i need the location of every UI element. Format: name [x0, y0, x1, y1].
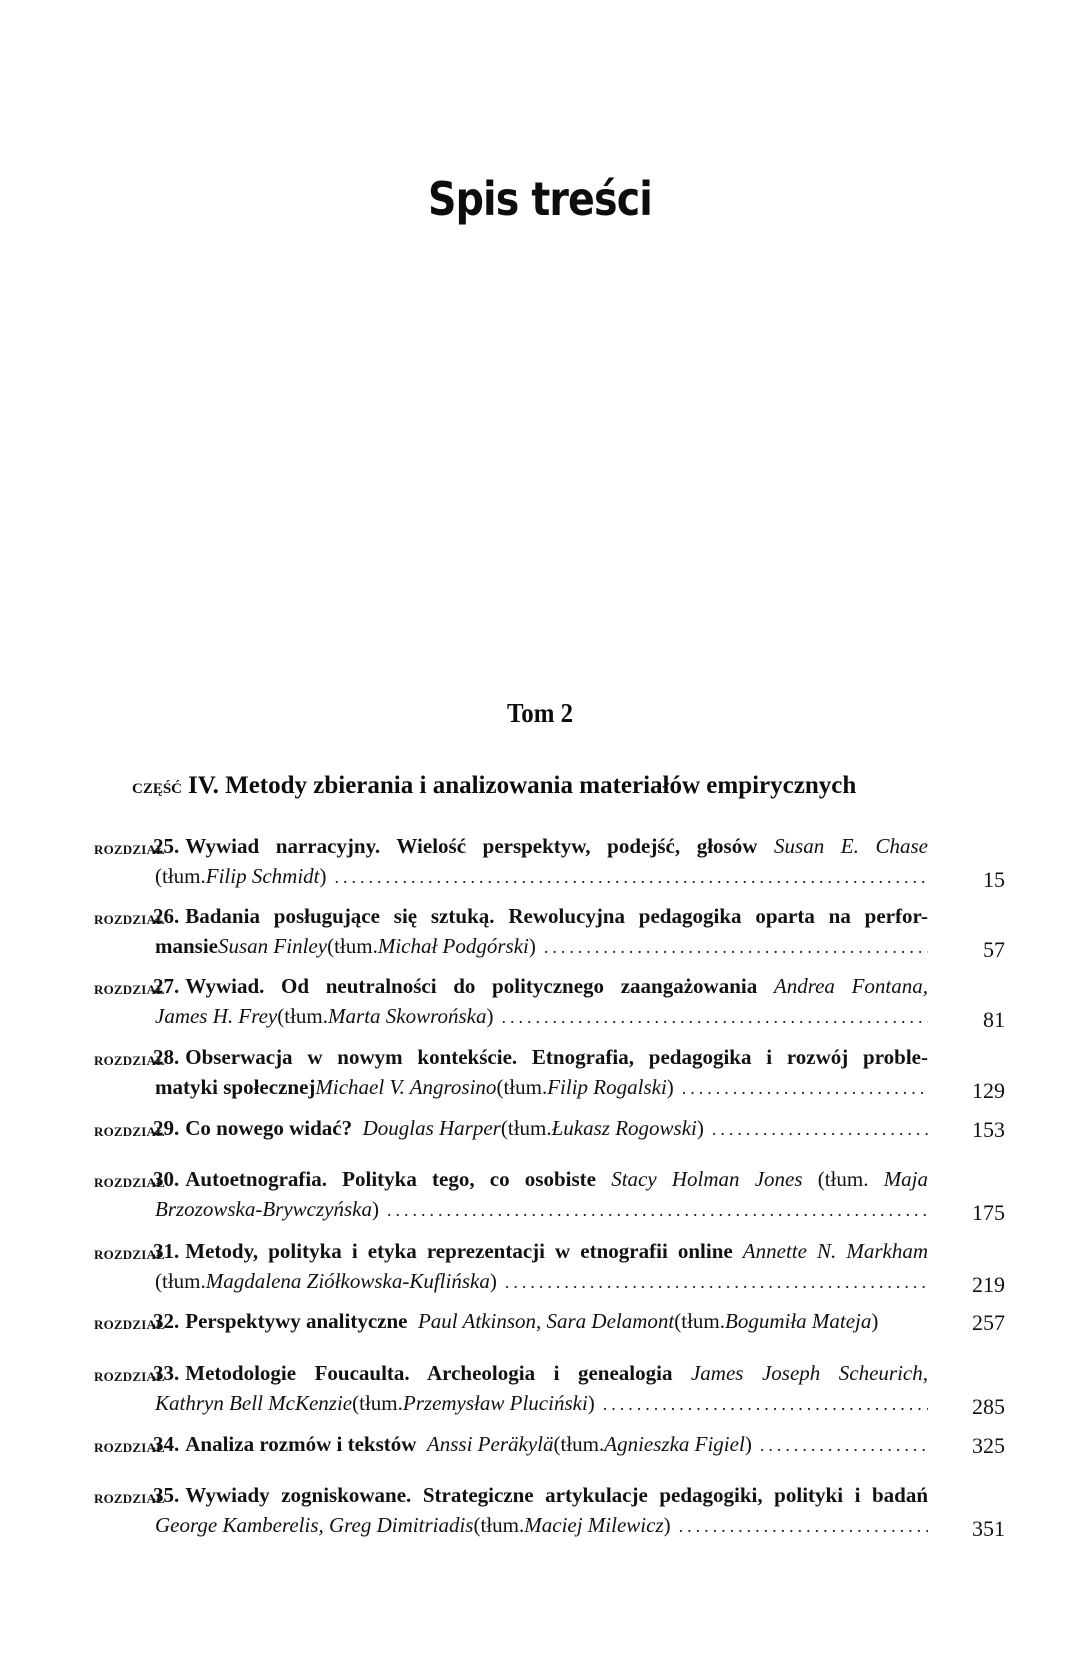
entry-body	[153, 1306, 928, 1336]
entry-body	[153, 1164, 928, 1225]
leader-dots	[712, 1114, 928, 1144]
translator-name: Filip Rogalski	[547, 1075, 667, 1099]
chapter-title-cont[interactable]: matyki społecznej	[155, 1075, 316, 1099]
translator-name: Michał Podgórski	[377, 934, 529, 958]
part-prefix: CZĘŚĆ	[132, 781, 183, 797]
translator-prefix: tłum.	[334, 934, 378, 958]
chapter-number: 31.	[153, 1239, 180, 1263]
chapter-number: 28.	[153, 1045, 180, 1069]
translator-prefix: tłum.	[824, 1167, 869, 1191]
chapter-number: 26.	[153, 904, 180, 928]
translator-name: Przemysław Pluciński	[402, 1391, 588, 1415]
page-number: 57	[983, 937, 1005, 962]
entry-line-1	[153, 1042, 928, 1072]
page-title: Spis treści	[427, 172, 653, 226]
leader-dots	[760, 1430, 928, 1460]
chapter-title[interactable]: Metody, polityka i etyka reprezentacji w etnografii online	[185, 1239, 733, 1263]
page-number: 257	[972, 1310, 1005, 1335]
chapter-authors: George Kamberelis, Greg Dimitriadis	[155, 1513, 474, 1537]
chapter-authors: Stacy Holman Jones	[611, 1167, 803, 1191]
chapter-label: ROZDZIAŁ	[94, 1247, 165, 1262]
page-number: 285	[972, 1394, 1005, 1419]
entry-body	[153, 1358, 928, 1419]
page-number: 81	[983, 1007, 1005, 1032]
translator-name-part: Brzozowska-Brywczyńska	[155, 1197, 372, 1221]
chapter-title[interactable]: Analiza rozmów i tekstów	[185, 1432, 417, 1456]
leader-dots	[387, 1195, 928, 1225]
chapter-authors: Susan Finley	[218, 934, 328, 958]
chapter-title-cont[interactable]: mansie	[155, 934, 218, 958]
entry-body	[153, 1480, 928, 1541]
leader-dots	[603, 1389, 928, 1419]
entry-body	[153, 1429, 928, 1460]
translator-name: Magdalena Ziółkowska-Kuflińska	[205, 1269, 490, 1293]
chapter-authors: Annette N. Markham	[742, 1239, 928, 1263]
page-number: 129	[972, 1078, 1005, 1103]
chapter-label: ROZDZIAŁ	[94, 1053, 165, 1068]
translator-prefix: tłum.	[480, 1513, 525, 1537]
entry-line-2: matyki społecznej Michael V. Angrosino ( tłum. Filip Rogalski ) .....	[153, 1072, 928, 1103]
translator-prefix: tłum.	[503, 1075, 548, 1099]
entry-line-2: mansie Susan Finley ( tłum. Michał Podgórski ) .....	[153, 931, 928, 962]
entry-line-1	[153, 1480, 928, 1510]
translator-name-part: Maja	[883, 1167, 929, 1191]
chapter-number: 35.	[153, 1483, 180, 1507]
entry-body	[153, 1042, 928, 1103]
page-number: 325	[972, 1433, 1005, 1458]
chapter-label: ROZDZIAŁ	[94, 1317, 165, 1332]
page-number: 15	[983, 867, 1005, 892]
entry-line: 34. Analiza rozmów i tekstów Anssi Peräkylä ( tłum. Agnieszka Figiel ) .....	[153, 1429, 928, 1460]
chapter-authors: Andrea Fontana,	[773, 974, 928, 998]
entry-line-2: ( tłum. Magdalena Ziółkowska-Kuflińska ) .....	[153, 1266, 928, 1297]
entry-line-1	[153, 901, 928, 931]
leader-dots	[544, 932, 928, 962]
chapter-label: ROZDZIAŁ	[94, 842, 165, 857]
translator-prefix: tłum.	[507, 1116, 552, 1140]
translator-prefix: tłum.	[162, 864, 206, 888]
chapter-label: ROZDZIAŁ	[94, 1175, 165, 1190]
chapter-label: ROZDZIAŁ	[94, 1491, 165, 1506]
chapter-title[interactable]: Wywiad narracyjny. Wielość perspektyw, podejść, głosów	[185, 834, 758, 858]
chapter-authors: Susan E. Chase	[774, 834, 929, 858]
entry-line-1	[153, 831, 928, 861]
leader-dots	[682, 1073, 928, 1103]
page-number: 175	[972, 1200, 1005, 1225]
chapter-label: ROZDZIAŁ	[94, 982, 165, 997]
chapter-authors: Kathryn Bell McKenzie	[155, 1391, 353, 1415]
chapter-authors: Anssi Peräkylä	[426, 1432, 554, 1456]
chapter-authors: Douglas Harper	[362, 1116, 501, 1140]
entry-body	[153, 1113, 928, 1144]
part-title: IV. Metody zbierania i analizowania materiałów empirycznych	[188, 772, 857, 799]
entry-line-2: James H. Frey ( tłum. Marta Skowrońska ) .....	[153, 1001, 928, 1032]
entry-line-1: 30. Autoetnografia. Polityka tego, co osobiste Stacy Holman Jones (tłum. Maja	[153, 1167, 929, 1191]
chapter-label: ROZDZIAŁ	[94, 1440, 165, 1455]
chapter-title[interactable]: Obserwacja w nowym kontekście. Etnografia, pedagogika i rozwój proble-	[185, 1045, 928, 1069]
translator-prefix: tłum.	[162, 1269, 206, 1293]
translator-name: Marta Skowrońska	[328, 1004, 487, 1028]
translator-name: Maciej Milewicz	[524, 1513, 664, 1537]
entry-line-2: ( tłum. Filip Schmidt ) .....	[153, 861, 928, 892]
entry-line-2: Kathryn Bell McKenzie ( tłum. Przemysław Pluciński ) .....	[153, 1388, 928, 1419]
chapter-number: 25.	[153, 834, 180, 858]
translator-name: Agnieszka Figiel	[604, 1432, 745, 1456]
chapter-number: 27.	[153, 974, 180, 998]
chapter-number: 29.	[153, 1116, 180, 1140]
entry-line-2: George Kamberelis, Greg Dimitriadis ( tłum. Maciej Milewicz ) .....	[153, 1510, 928, 1541]
chapter-label: ROZDZIAŁ	[94, 1124, 165, 1139]
translator-name: Łukasz Rogowski	[551, 1116, 697, 1140]
page-number: 351	[972, 1516, 1005, 1541]
chapter-title[interactable]: Badania posługujące się sztuką. Rewolucyjna pedagogika oparta na perfor-	[185, 904, 928, 928]
translator-prefix: tłum.	[284, 1004, 329, 1028]
chapter-title[interactable]: Autoetnografia. Polityka tego, co osobiste	[185, 1167, 596, 1191]
entry-body	[153, 971, 928, 1032]
leader-dots	[502, 1002, 929, 1032]
chapter-title[interactable]: Co nowego widać?	[185, 1116, 353, 1140]
chapter-title[interactable]: Wywiady zogniskowane. Strategiczne artykulacje pedagogiki, polityki i badań	[185, 1483, 928, 1507]
chapter-authors: Michael V. Angrosino	[315, 1075, 497, 1099]
chapter-number: 30.	[153, 1167, 180, 1191]
entry-line: 29. Co nowego widać? Douglas Harper ( tłum. Łukasz Rogowski ) .....	[153, 1113, 928, 1144]
translator-prefix: tłum.	[560, 1432, 605, 1456]
entry-line-1	[153, 1236, 928, 1266]
page-number: 153	[972, 1117, 1005, 1142]
entry-body	[153, 831, 928, 892]
entry-line-1	[153, 1358, 928, 1388]
leader-dots	[505, 1267, 928, 1297]
chapter-authors: James H. Frey	[155, 1004, 278, 1028]
entry-line-2: Brzozowska-Brywczyńska ) .....	[153, 1194, 928, 1225]
chapter-title[interactable]: Metodologie Foucaulta. Archeologia i genealogia	[185, 1361, 673, 1385]
chapter-number: 33.	[153, 1361, 180, 1385]
entry-line-1	[153, 971, 928, 1001]
leader-dots	[679, 1511, 928, 1541]
chapter-title[interactable]: Wywiad. Od neutralności do politycznego zaangażowania	[185, 974, 758, 998]
entry-body	[153, 1236, 928, 1297]
chapter-title[interactable]: Perspektywy analityczne	[185, 1309, 408, 1333]
page-number: 219	[972, 1272, 1005, 1297]
entry-body	[153, 901, 928, 962]
translator-prefix: tłum.	[359, 1391, 403, 1415]
chapter-authors: James Joseph Scheurich,	[690, 1361, 929, 1385]
chapter-label: ROZDZIAŁ	[94, 1369, 165, 1384]
volume-heading: Tom 2	[506, 698, 574, 728]
translator-name: Bogumiła Mateja	[725, 1309, 872, 1333]
chapter-number: 34.	[153, 1432, 180, 1456]
part-heading	[132, 772, 932, 800]
translator-name: Filip Schmidt	[205, 864, 320, 888]
translator-prefix: tłum.	[681, 1309, 725, 1333]
chapter-label: ROZDZIAŁ	[94, 912, 165, 927]
leader-dots	[335, 862, 928, 892]
chapter-authors: Paul Atkinson, Sara Delamont	[417, 1309, 675, 1333]
entry-line: 32. Perspektywy analityczne Paul Atkinson, Sara Delamont ( tłum. Bogumiła Mateja )	[153, 1306, 928, 1336]
chapter-number: 32.	[153, 1309, 180, 1333]
